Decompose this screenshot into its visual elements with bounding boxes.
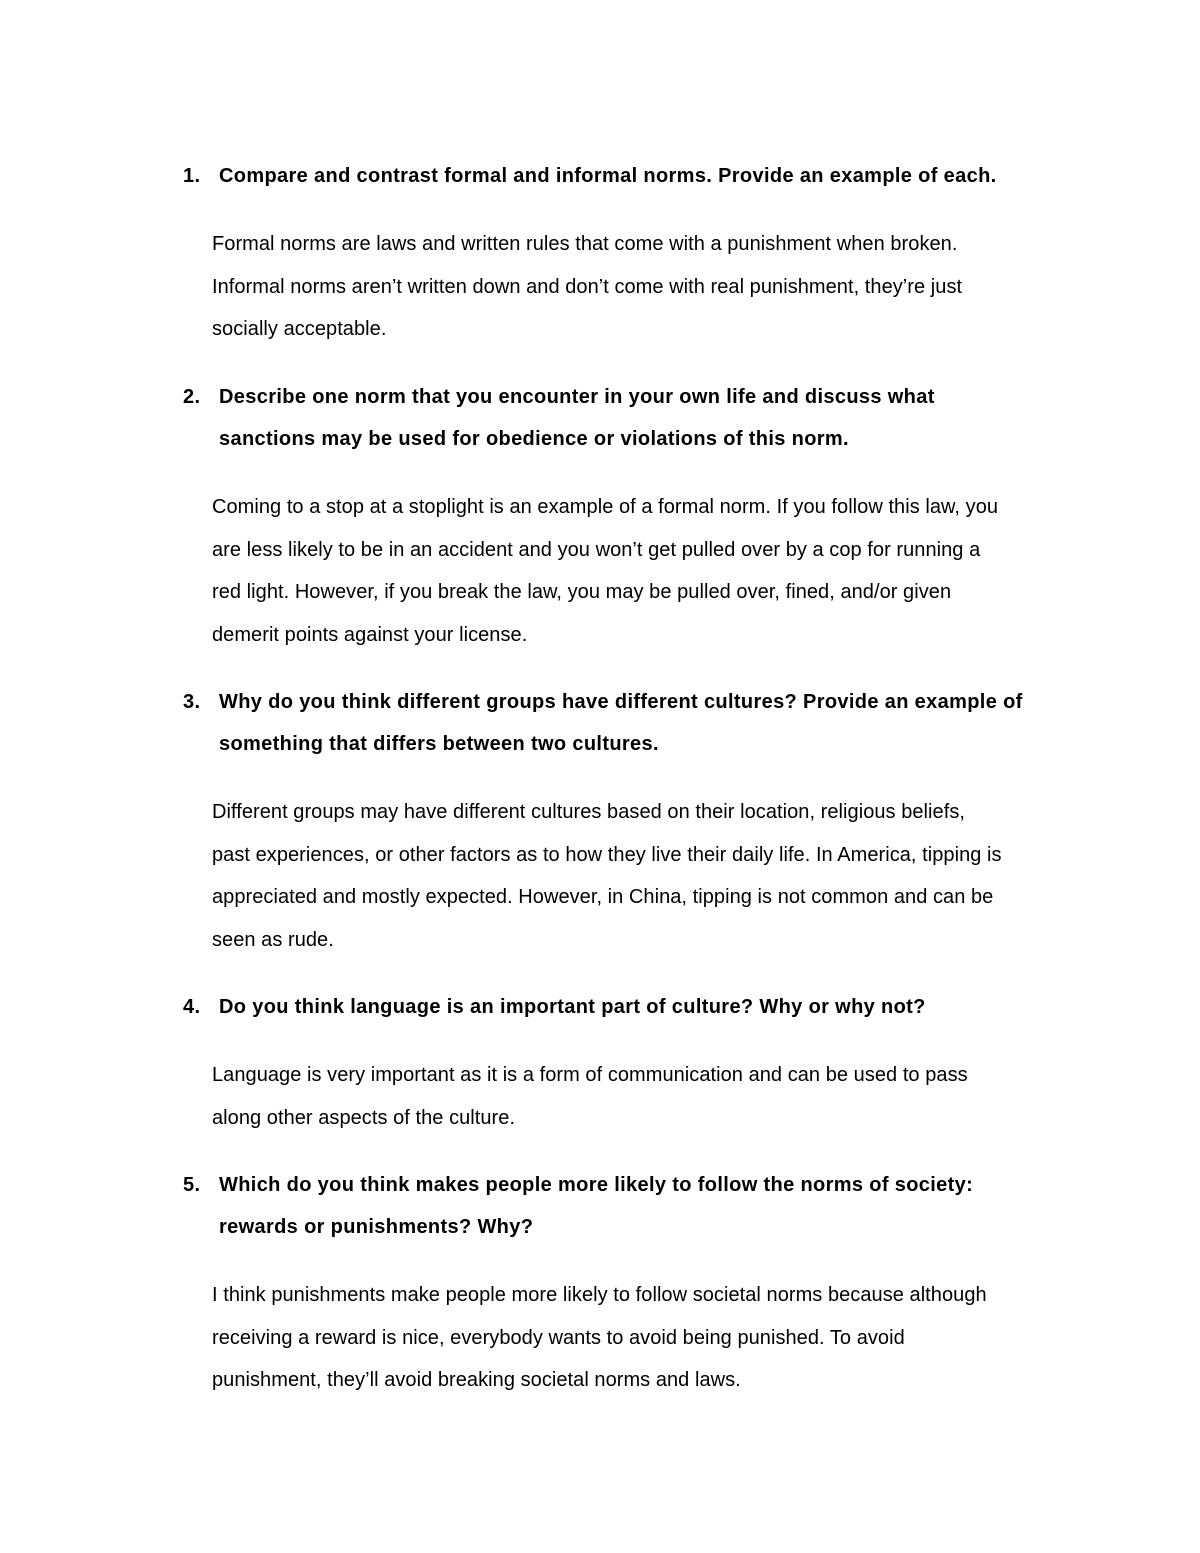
question-2: [0, 376, 1200, 460]
question-number: 1.: [183, 165, 201, 187]
answer-line: red light. However, if you break the law, you may be pulled over, fined, and/or given: [212, 581, 952, 603]
question-block-2: [0, 376, 1200, 656]
answer-line: I think punishments make people more likely to follow societal norms because although: [212, 1284, 987, 1306]
answer-5: [212, 1274, 1072, 1402]
answer-line: past experiences, or other factors as to how they live their daily life. In America, tipping is: [212, 843, 1002, 866]
question-3: [0, 681, 1200, 765]
question-block-3: [0, 681, 1200, 961]
answer-line: Coming to a stop at a stoplight is an example of a formal norm. If you follow this law, you: [212, 496, 999, 518]
question-block-1: [0, 155, 1200, 351]
answer-line: seen as rude.: [212, 928, 334, 951]
answer-line: Language is very important as it is a form of communication and can be used to pass: [212, 1064, 968, 1086]
question-text: Do you think language is an important part of culture? Why or why not?: [219, 996, 926, 1018]
answer-line: Informal norms aren’t written down and don’t come with real punishment, they’re just: [212, 275, 963, 298]
question-text: Compare and contrast formal and informal norms. Provide an example of each.: [219, 165, 997, 187]
answer-line: are less likely to be in an accident and you won’t get pulled over by a cop for running a: [212, 538, 981, 561]
question-number: 4.: [183, 996, 201, 1018]
answer-line: appreciated and mostly expected. However, in China, tipping is not common and can be: [212, 886, 994, 908]
question-text: [219, 681, 1079, 765]
question-text: [219, 376, 1079, 460]
question-text: [219, 1164, 1079, 1248]
question-line: Why do you think different groups have different cultures? Provide an example of: [219, 691, 1023, 713]
question-4: [0, 986, 1200, 1028]
answer-3: [212, 791, 1072, 961]
question-line: rewards or punishments? Why?: [219, 1216, 534, 1238]
question-number: 5.: [183, 1174, 201, 1196]
answer-line: socially acceptable.: [212, 318, 387, 340]
answer-2: [212, 486, 1072, 656]
answer-line: demerit points against your license.: [212, 623, 528, 646]
question-block-4: [0, 986, 1200, 1139]
question-line: something that differs between two cultures.: [219, 733, 659, 755]
answer-line: Different groups may have different cultures based on their location, religious beliefs,: [212, 801, 965, 823]
question-1: [0, 155, 1200, 197]
answer-line: along other aspects of the culture.: [212, 1106, 516, 1129]
answer-line: punishment, they’ll avoid breaking societal norms and laws.: [212, 1369, 741, 1391]
question-line: Which do you think makes people more likely to follow the norms of society:: [219, 1174, 974, 1196]
question-block-5: [0, 1164, 1200, 1402]
question-5: [0, 1164, 1200, 1248]
question-line: Describe one norm that you encounter in your own life and discuss what: [219, 386, 935, 408]
question-number: 3.: [183, 691, 201, 713]
answer-line: receiving a reward is nice, everybody wants to avoid being punished. To avoid: [212, 1326, 905, 1349]
answer-line: Formal norms are laws and written rules that come with a punishment when broken.: [212, 233, 958, 255]
answer-4: [212, 1054, 1072, 1139]
question-number: 2.: [183, 386, 201, 408]
answer-1: [212, 223, 1072, 351]
question-line: sanctions may be used for obedience or violations of this norm.: [219, 428, 849, 450]
